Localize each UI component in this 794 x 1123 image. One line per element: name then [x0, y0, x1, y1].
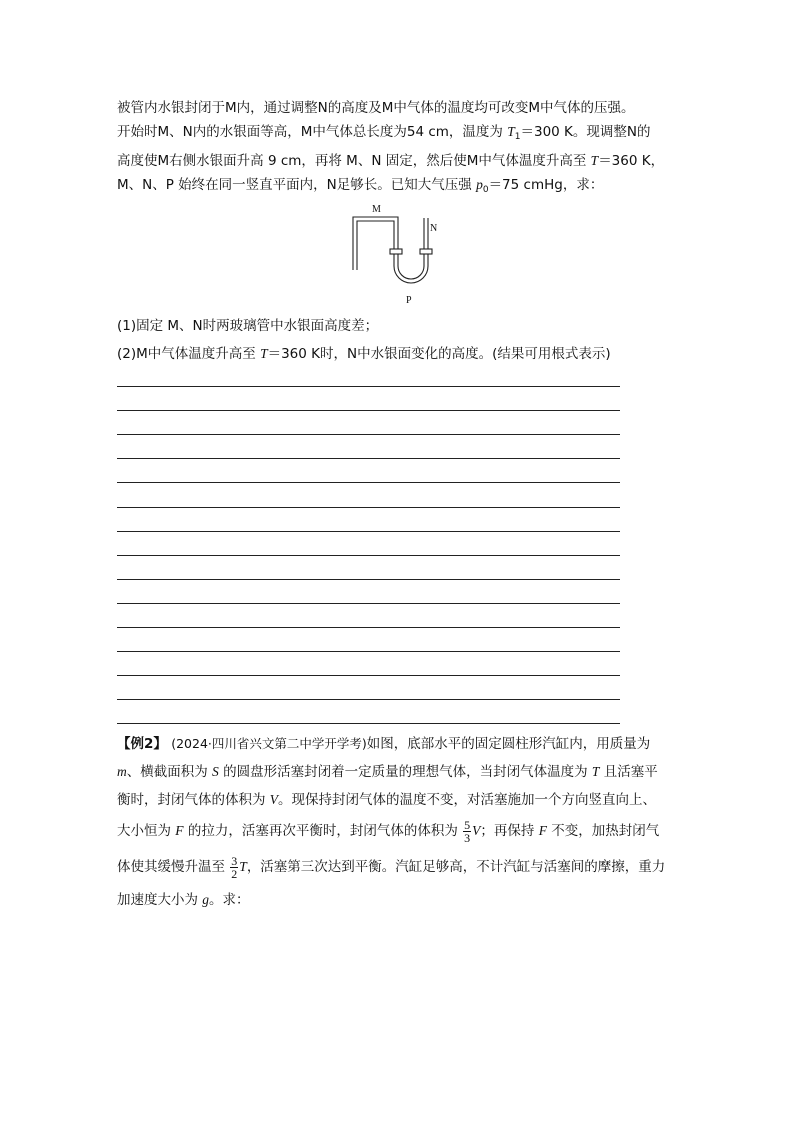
- example2-line-6: 加速度大小为 g。求：: [117, 892, 250, 908]
- fraction-3-2: $\frac{3}{2}$: [231, 853, 238, 881]
- answer-line[interactable]: [117, 458, 620, 459]
- example2-line-3: 衡时，封闭气体的体积为 V。现保持封闭气体的温度不变，对活塞施加一个方向竖直向上、: [117, 792, 657, 808]
- answer-line[interactable]: [117, 675, 620, 676]
- question-2: (2)M中气体温度升高至 T＝360 K时，N中水银面变化的高度。(结果可用根式表示): [117, 346, 611, 362]
- example2-tag: 【例2】: [117, 736, 167, 752]
- clamp-right: [420, 249, 432, 254]
- question-1: (1)固定 M、N时两玻璃管中水银面高度差；: [117, 318, 379, 334]
- example2-line-4: 大小恒为 F 的拉力，活塞再次平衡时，封闭气体的体积为 $\frac{5}{3}$ V；再保持 F 不变，加热封闭气: [117, 817, 660, 845]
- answer-line[interactable]: [117, 627, 620, 628]
- problem1-text: [117, 96, 687, 202]
- tube-m-outer: [353, 217, 398, 270]
- clamp-left: [390, 249, 402, 254]
- problem1-line-1: 被管内水银封闭于M内，通过调整N的高度及M中气体的温度均可改变M中气体的压强。: [117, 100, 635, 116]
- answer-line[interactable]: [117, 579, 620, 580]
- answer-line[interactable]: [117, 555, 620, 556]
- problem1-line-2: 开始时M、N内的水银面等高，M中气体总长度为54 cm，温度为 $T_1=300$ K。现调整N的: [117, 124, 651, 142]
- label-p: P: [406, 295, 412, 306]
- answer-line[interactable]: [117, 410, 620, 411]
- answer-line[interactable]: [117, 699, 620, 700]
- example2-line-2: m、横截面积为 S 的圆盘形活塞封闭着一定质量的理想气体，当封闭气体温度为 T 且活塞平: [117, 764, 658, 780]
- answer-line[interactable]: [117, 651, 620, 652]
- example2-text: [117, 730, 687, 914]
- example2-source: (2024·四川省兴文第二中学开学考): [171, 736, 367, 751]
- answer-line[interactable]: [117, 482, 620, 483]
- answer-line[interactable]: [117, 386, 620, 387]
- answer-line[interactable]: [117, 723, 620, 724]
- example2-line-5: 体使其缓慢升温至 $\frac{3}{2}$ T，活塞第三次达到平衡。汽缸足够高，不计汽缸与活塞间的摩擦，重力: [117, 853, 666, 881]
- problem1-line-3: 高度使M右侧水银面升高 9 cm，再将 M、N 固定，然后使M中气体温度升高至 T＝360 K，: [117, 153, 665, 169]
- label-m: M: [372, 204, 381, 215]
- problem1-line-4: M、N、P 始终在同一竖直平面内，N足够长。已知大气压强 $p_0=75$ cmHg，求：: [117, 177, 604, 195]
- tube-m-inner: [357, 221, 394, 270]
- answer-line[interactable]: [117, 531, 620, 532]
- answer-line[interactable]: [117, 507, 620, 508]
- u-tube-figure: [340, 198, 450, 308]
- fraction-5-3: $\frac{5}{3}$: [464, 817, 471, 845]
- example2-line-1: 【例2】 (2024·四川省兴文第二中学开学考)如图，底部水平的固定圆柱形汽缸内，用质量为: [117, 736, 651, 752]
- label-n: N: [430, 223, 438, 234]
- answer-line[interactable]: [117, 434, 620, 435]
- answer-line[interactable]: [117, 603, 620, 604]
